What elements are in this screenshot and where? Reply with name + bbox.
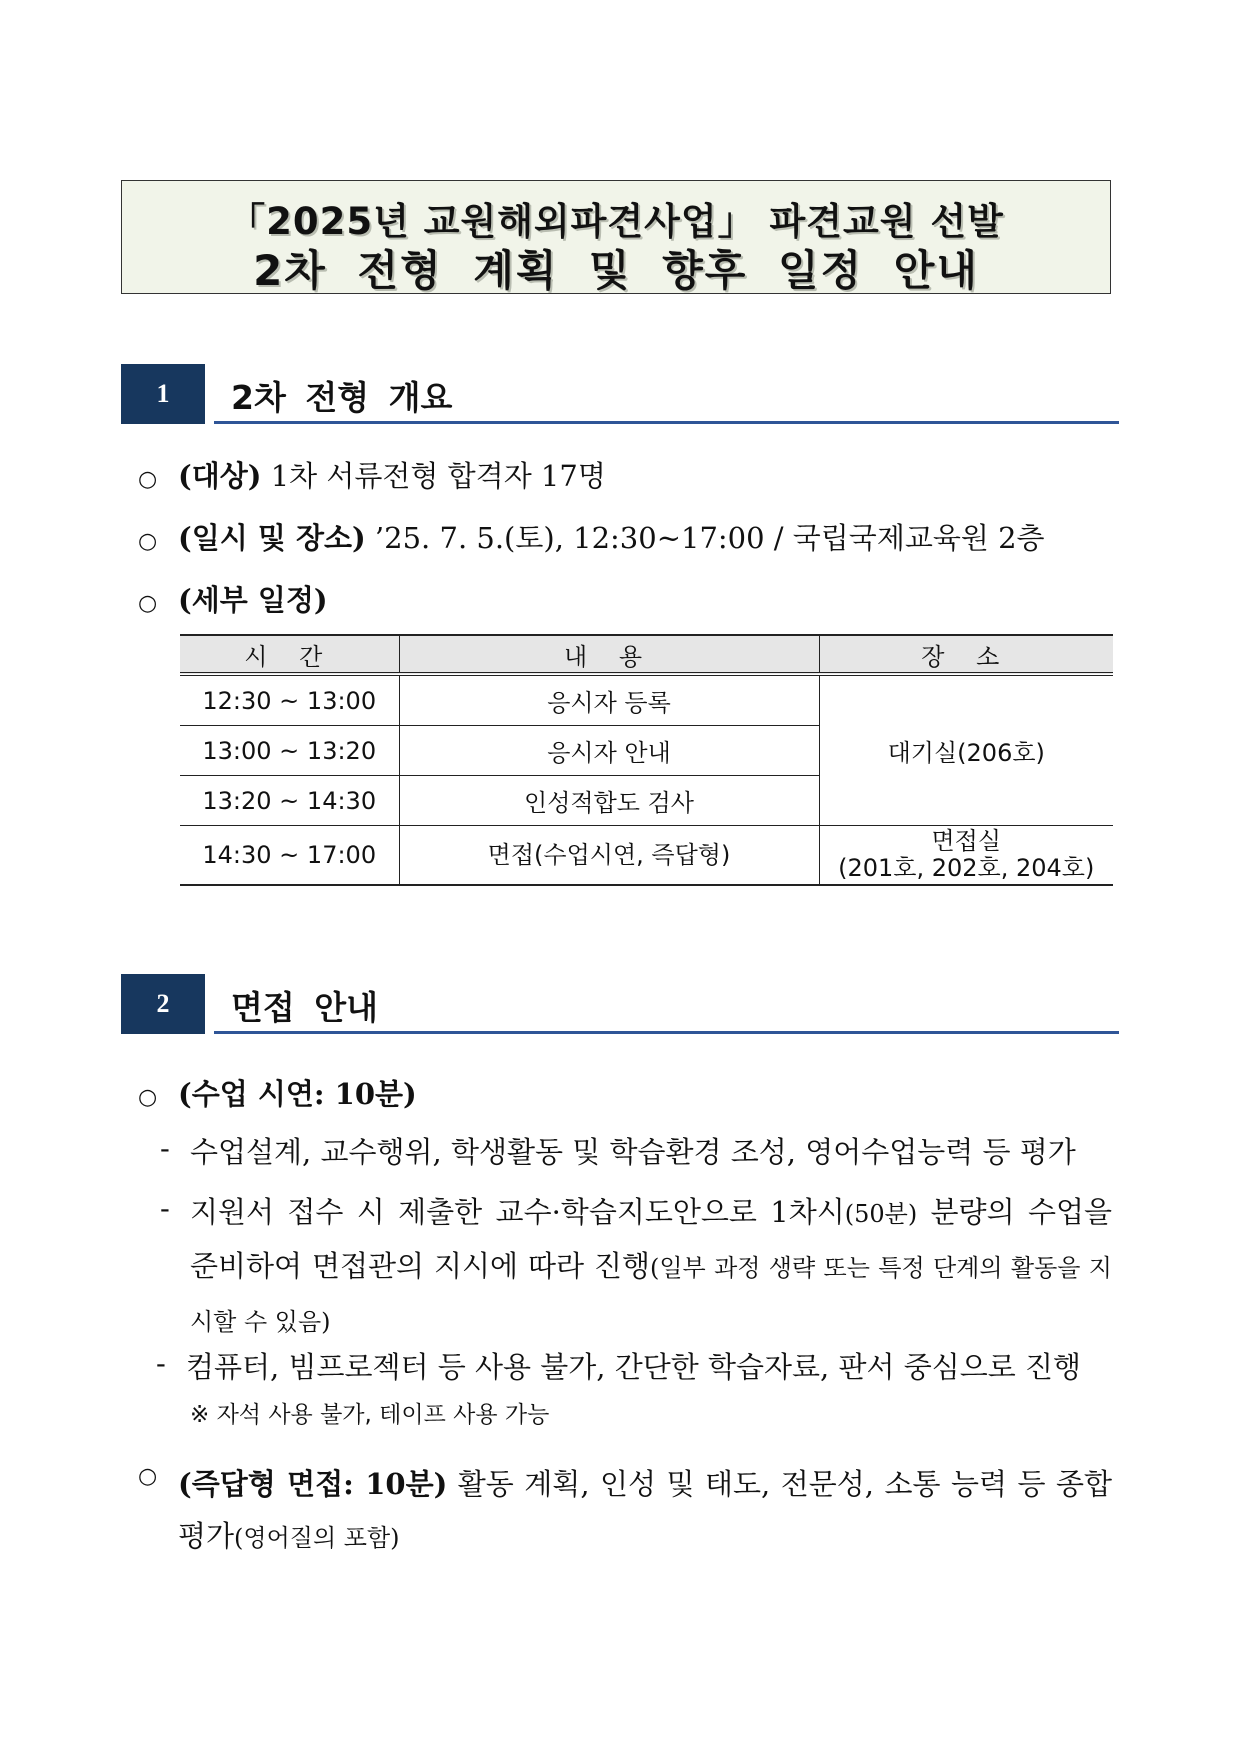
schedule-table (180, 634, 1113, 886)
document-title-line2: 2차 전형 계획 및 향후 일정 안내 (253, 246, 979, 295)
bullet-circle-icon: ○ (138, 1464, 158, 1489)
section1-header (121, 364, 1119, 424)
dash-item-equipment: 컴퓨터, 빔프로젝터 등 사용 불가, 간단한 학습자료, 판서 중심으로 진행 (186, 1350, 1082, 1384)
cell-content: 응시자 등록 (399, 674, 819, 726)
bullet-circle-icon: ○ (138, 591, 158, 616)
cell-time: 13:00 ~ 13:20 (180, 726, 399, 776)
header-time: 시 간 (180, 635, 399, 674)
bullet-label: (세부 일정) (178, 583, 328, 617)
section2-rule (214, 1031, 1119, 1034)
section1-number: 1 (121, 364, 205, 424)
bullet-circle-icon: ○ (138, 529, 158, 554)
bullet-label: (수업 시연: 10분) (178, 1077, 417, 1111)
dash-icon: - (160, 1131, 170, 1165)
preparation-rest: 분량의 수업을 준비하여 면접관의 지시에 따라 진행 (190, 1195, 1112, 1283)
cell-content: 응시자 안내 (399, 726, 819, 776)
cell-content: 인성적합도 검사 (399, 776, 819, 826)
bullet-text: 1차 서류전형 합격자 17명 (261, 459, 606, 493)
note-magnet-tape: ※ 자석 사용 불가, 테이프 사용 가능 (190, 1402, 550, 1428)
cell-place-interview-room (819, 826, 1113, 886)
section2-title: 면접 안내 (231, 988, 379, 1027)
table-header-row (180, 635, 1113, 674)
bullet-detail-schedule (138, 578, 328, 619)
bullet-label: (즉답형 면접: 10분) (178, 1467, 448, 1501)
dash-item-preparation (190, 1186, 1112, 1348)
document-title-line1: 「2025년 교원해외파견사업」 파견교원 선발 (228, 200, 1004, 243)
cell-time: 12:30 ~ 13:00 (180, 674, 399, 726)
bullet-target (138, 454, 606, 495)
cell-content: 면접(수업시연, 즉답형) (399, 826, 819, 886)
header-place: 장 소 (819, 635, 1113, 674)
section1-rule (214, 421, 1119, 424)
cell-place-waiting-room: 대기실(206호) (819, 674, 1113, 826)
place-line2: (201호, 202호, 204호) (838, 854, 1095, 882)
preparation-duration: (50분) (844, 1200, 918, 1228)
instant-interview-text: 활동 계획, 인성 및 태도, 전문성, 소통 능력 등 종합 평가 (178, 1467, 1113, 1553)
bullet-datetime-place (138, 516, 1045, 557)
instant-interview-note: (영어질의 포함) (234, 1524, 400, 1552)
place-line1: 면접실 (931, 827, 1002, 855)
header-content: 내 용 (399, 635, 819, 674)
cell-time: 14:30 ~ 17:00 (180, 826, 399, 886)
dash-icon: - (160, 1191, 170, 1225)
dash-icon: - (156, 1346, 166, 1380)
bullet-instant-interview (178, 1458, 1112, 1564)
bullet-label: (일시 및 장소) (178, 521, 366, 555)
document-title-box (121, 180, 1111, 294)
preparation-note: (일부 과정 생략 또는 특정 단계의 활동을 지시할 수 있음) (190, 1254, 1112, 1336)
bullet-circle-icon: ○ (138, 1085, 158, 1110)
dash-item-evaluation: 수업설계, 교수행위, 학생활동 및 학습환경 조성, 영어수업능력 등 평가 (190, 1135, 1076, 1169)
table-row (180, 674, 1113, 726)
table-row (180, 826, 1113, 886)
bullet-label: (대상) (178, 459, 262, 493)
bullet-text: ’25. 7. 5.(토), 12:30~17:00 / 국립국제교육원 2층 (365, 521, 1045, 555)
bullet-circle-icon: ○ (138, 467, 158, 492)
bullet-class-demo (138, 1072, 417, 1113)
preparation-main: 지원서 접수 시 제출한 교수·학습지도안으로 1차시 (190, 1195, 845, 1229)
section2-header (121, 974, 1119, 1034)
cell-time: 13:20 ~ 14:30 (180, 776, 399, 826)
section1-title: 2차 전형 개요 (231, 378, 453, 417)
section2-number: 2 (121, 974, 205, 1034)
